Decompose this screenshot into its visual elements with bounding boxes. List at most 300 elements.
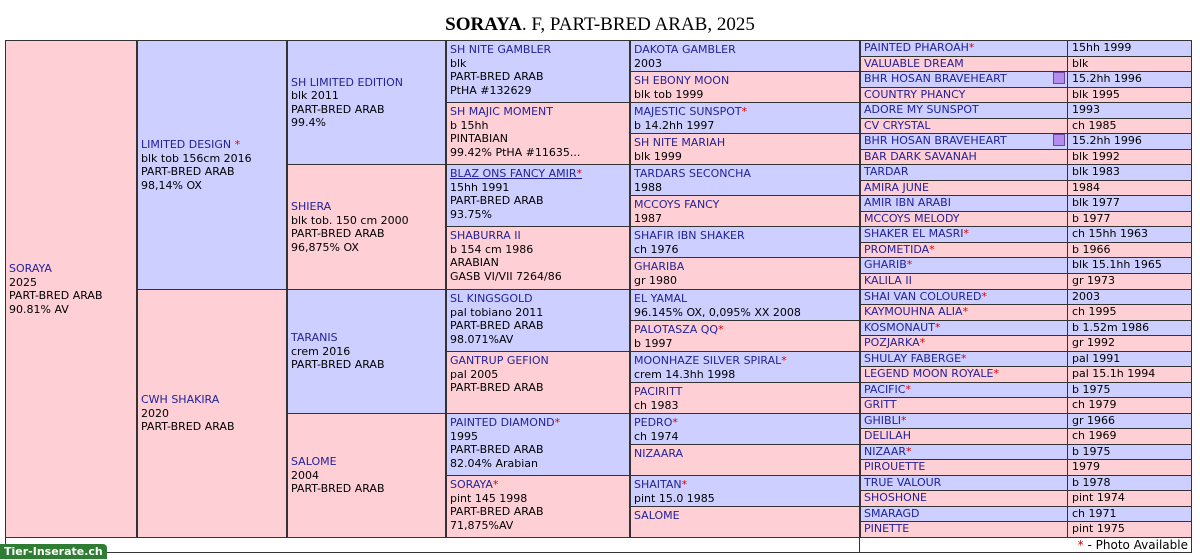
horse-name[interactable]: COUNTRY PHANCY (864, 88, 966, 101)
horse-entry (634, 478, 856, 505)
horse-name[interactable]: SMARAGD (864, 507, 920, 520)
horse-entry (450, 167, 626, 221)
horse-name[interactable]: BLAZ ONS FANCY AMIR (450, 167, 577, 180)
horse-detail: 1987 (634, 211, 662, 225)
horse-detail: b 15hh (450, 118, 489, 132)
horse-name-link[interactable] (864, 398, 897, 411)
horse-name[interactable]: PAINTED PHAROAH (864, 41, 969, 54)
horse-name-link[interactable] (864, 243, 935, 256)
horse-detail-cell (1067, 335, 1192, 352)
photo-star-icon[interactable]: * (231, 138, 241, 151)
horse-name[interactable]: MOONHAZE SILVER SPIRAL (634, 354, 782, 367)
horse-name[interactable]: SHAFIR IBN SHAKER (634, 229, 745, 242)
pedigree-cell-gen6 (860, 133, 1068, 150)
horse-detail: 1993 (1072, 103, 1100, 116)
horse-name[interactable]: NIZAAR (864, 445, 907, 458)
horse-name[interactable]: KALILA II (864, 274, 912, 287)
horse-name-link[interactable] (864, 429, 911, 442)
horse-detail: 15hh 1991 (450, 180, 510, 194)
horse-detail: PART-BRED ARAB (291, 482, 385, 496)
horse-detail: 1984 (1072, 181, 1100, 194)
horse-name-link[interactable] (634, 136, 856, 150)
horse-name[interactable]: GANTRUP GEFION (450, 354, 549, 367)
horse-entry (634, 167, 856, 194)
photo-star-icon[interactable]: * (681, 478, 688, 491)
horse-detail-cell (1067, 366, 1192, 383)
horse-detail: b 154 cm 1986 (450, 242, 534, 256)
horse-name-link[interactable] (450, 229, 626, 243)
pedigree-cell-gen5 (630, 289, 860, 321)
horse-detail: ch 1983 (634, 398, 679, 412)
horse-name-link[interactable] (864, 57, 964, 70)
horse-name[interactable]: LIMITED DESIGN (141, 138, 232, 151)
horse-entry (634, 509, 856, 523)
horse-name-link[interactable] (634, 43, 856, 57)
horse-name[interactable]: GHARIBA (634, 260, 685, 273)
horse-detail: blk 1983 (1072, 165, 1120, 178)
horse-detail: GASB VI/VII 7264/86 (450, 269, 562, 283)
horse-name[interactable]: VALUABLE DREAM (864, 57, 964, 70)
horse-detail: blk 15.1hh 1965 (1072, 258, 1162, 271)
horse-name[interactable]: SORAYA (450, 478, 493, 491)
photo-star-icon[interactable]: * (919, 336, 926, 349)
pedigree-cell-gen6 (860, 351, 1068, 367)
horse-detail: PART-BRED ARAB (291, 358, 385, 372)
pedigree-cell-gen2 (137, 40, 287, 290)
horse-entry (450, 416, 626, 470)
horse-detail: PART-BRED ARAB (141, 420, 235, 434)
horse-name-link[interactable] (864, 134, 1007, 147)
horse-entry (634, 43, 856, 70)
horse-name-link[interactable] (450, 167, 626, 181)
horse-name[interactable]: LEGEND MOON ROYALE (864, 367, 994, 380)
pedigree-cell-gen6 (860, 257, 1068, 274)
horse-entry (634, 292, 856, 319)
horse-name[interactable]: SHOSHONE (864, 491, 928, 504)
horse-name-link[interactable] (864, 336, 925, 349)
horse-entry (450, 229, 626, 283)
horse-name-link[interactable] (864, 258, 912, 271)
horse-detail: 1979 (1072, 460, 1100, 473)
horse-detail-cell (1067, 102, 1192, 119)
horse-detail: 2020 (141, 406, 169, 420)
photo-star-icon[interactable]: * (929, 243, 935, 256)
horse-name[interactable]: GRITT (864, 398, 897, 411)
horse-name[interactable]: SHAI VAN COLOURED (864, 290, 982, 303)
horse-name-link[interactable] (864, 212, 960, 225)
horse-name[interactable]: SHIERA (291, 200, 332, 213)
horse-name[interactable]: TRUE VALOUR (864, 476, 942, 489)
horse-detail: PART-BRED ARAB (291, 227, 385, 240)
horse-detail: blk 2011 (291, 89, 339, 102)
pedigree-cell-gen4 (446, 413, 630, 476)
horse-detail: 1995 (450, 429, 478, 443)
horse-name-link[interactable] (634, 229, 856, 243)
horse-name-link[interactable] (864, 196, 951, 209)
horse-name[interactable]: POZJARKA (864, 336, 920, 349)
horse-name[interactable]: AMIR IBN ARABI (864, 196, 951, 209)
horse-detail-cell (1067, 428, 1192, 445)
horse-name-link[interactable] (864, 119, 931, 132)
pedigree-cell-gen6 (860, 71, 1068, 88)
horse-detail: ch 1985 (1072, 119, 1117, 132)
horse-name-link[interactable] (634, 416, 856, 430)
watermark-logo: Tier-Inserate.ch (0, 544, 107, 559)
horse-name-link[interactable] (9, 262, 133, 276)
horse-detail: b 1966 (1072, 243, 1111, 256)
photo-star-icon[interactable]: * (554, 416, 561, 429)
title-horse-name: SORAYA (445, 14, 522, 35)
horse-name-link[interactable] (634, 447, 856, 461)
horse-name[interactable]: SHABURRA II (450, 229, 521, 242)
horse-name-link[interactable] (291, 331, 442, 345)
horse-detail-cell (1067, 521, 1192, 538)
horse-detail-cell (1067, 320, 1192, 336)
horse-name-link[interactable] (634, 292, 856, 306)
horse-name[interactable]: KAYMOUHNA ALIA (864, 305, 963, 318)
horse-name[interactable]: KOSMONAUT (864, 321, 935, 334)
horse-detail: PINTABIAN (450, 132, 509, 145)
photo-thumbnail-icon[interactable] (1053, 134, 1065, 146)
horse-name-link[interactable] (864, 41, 974, 54)
horse-name[interactable]: PACIRITT (634, 385, 683, 398)
horse-detail-cell (1067, 459, 1192, 476)
title-details: . F, PART-BRED ARAB, 2025 (521, 14, 755, 35)
photo-star-icon[interactable]: * (993, 367, 999, 380)
horse-name[interactable]: PACIFIC (864, 383, 906, 396)
horse-name[interactable]: TARANIS (291, 331, 338, 345)
horse-name[interactable]: SALOME (634, 509, 680, 522)
horse-name-link[interactable] (864, 460, 925, 473)
horse-detail: ch 1969 (1072, 429, 1117, 442)
pedigree-cell-gen6 (860, 459, 1068, 476)
horse-name-link[interactable] (864, 352, 967, 365)
horse-detail-cell (1067, 40, 1192, 57)
horse-name[interactable]: TARDAR (864, 165, 909, 178)
horse-name[interactable]: GHIBLI (864, 414, 901, 427)
horse-detail-cell (1067, 289, 1192, 305)
horse-name[interactable]: BHR HOSAN BRAVEHEART (864, 72, 1007, 85)
horse-name-link[interactable] (141, 393, 283, 407)
photo-star-icon[interactable]: * (900, 414, 907, 427)
horse-name-link[interactable] (634, 478, 856, 492)
horse-name[interactable]: PIROUETTE (864, 460, 926, 473)
photo-star-icon[interactable]: * (492, 478, 499, 491)
pedigree-cell-gen6 (860, 521, 1068, 538)
horse-entry (291, 455, 442, 496)
horse-entry (634, 74, 856, 101)
horse-detail: 82.04% Arabian (450, 456, 538, 470)
horse-detail: pal tobiano 2011 (450, 305, 544, 319)
horse-name-link[interactable] (864, 507, 920, 520)
pedigree-cell-gen5 (630, 413, 860, 445)
photo-star-icon[interactable]: * (905, 383, 911, 396)
horse-name[interactable]: BHR HOSAN BRAVEHEART (864, 134, 1007, 147)
pedigree-cell-gen5 (630, 195, 860, 227)
pedigree-cell-gen4 (446, 164, 630, 227)
horse-name[interactable]: DELILAH (864, 429, 911, 442)
horse-name[interactable]: SL KINGSGOLD (450, 292, 533, 305)
horse-name-link[interactable] (864, 103, 979, 116)
pedigree-cell-gen4 (446, 226, 630, 290)
horse-name-link[interactable] (864, 321, 940, 334)
pedigree-cell-gen6 (860, 118, 1068, 134)
horse-name-link[interactable] (864, 274, 912, 287)
horse-detail: 2003 (1072, 290, 1100, 303)
horse-name[interactable]: SH LIMITED EDITION (291, 75, 404, 89)
photo-star-icon[interactable]: * (981, 290, 987, 303)
pedigree-cell-gen6 (860, 211, 1068, 227)
horse-detail: 1988 (634, 180, 662, 194)
horse-name-link[interactable] (864, 476, 941, 489)
horse-name-link[interactable] (450, 43, 626, 57)
horse-detail: PART-BRED ARAB (450, 319, 544, 332)
horse-name[interactable]: BAR DARK SAVANAH (864, 150, 977, 163)
photo-thumbnail-icon[interactable] (1053, 72, 1065, 84)
horse-detail-cell (1067, 164, 1192, 181)
horse-name[interactable]: SORAYA (9, 262, 52, 275)
horse-name-link[interactable] (864, 165, 908, 178)
photo-star-icon[interactable]: * (741, 105, 748, 118)
pedigree-cell-gen5 (630, 320, 860, 352)
horse-name[interactable]: MAJESTIC SUNSPOT (634, 105, 742, 118)
horse-detail: ch 15hh 1963 (1072, 227, 1148, 240)
horse-entry (141, 138, 283, 192)
horse-name[interactable]: DAKOTA GAMBLER (634, 43, 736, 56)
horse-name-link[interactable] (634, 509, 856, 523)
horse-detail: PART-BRED ARAB (141, 165, 235, 178)
photo-star-icon[interactable]: * (781, 354, 787, 367)
horse-name-link[interactable] (634, 323, 856, 337)
horse-detail-cell (1067, 87, 1192, 103)
horse-detail: crem 14.3hh 1998 (634, 367, 736, 381)
horse-entry (634, 416, 856, 443)
horse-name-link[interactable] (450, 354, 626, 368)
horse-name-link[interactable] (634, 167, 856, 181)
horse-detail: 15.2hh 1996 (1072, 134, 1142, 147)
horse-name-link[interactable] (864, 88, 965, 101)
horse-detail: blk (450, 56, 467, 70)
horse-name-link[interactable] (864, 414, 906, 427)
horse-name[interactable]: MCCOYS MELODY (864, 212, 960, 225)
horse-name-link[interactable] (291, 76, 442, 90)
horse-name-link[interactable] (634, 74, 856, 88)
pedigree-cell-gen6 (860, 335, 1068, 352)
horse-name-link[interactable] (634, 354, 856, 368)
horse-detail: blk 1977 (1072, 196, 1120, 209)
horse-name-link[interactable] (864, 383, 911, 396)
pedigree-cell-gen6 (860, 242, 1068, 258)
horse-name-link[interactable] (634, 198, 856, 212)
horse-detail: 71,875%AV (450, 518, 514, 532)
horse-detail: ch 1995 (1072, 305, 1117, 318)
horse-name[interactable]: NIZAARA (634, 447, 684, 460)
pedigree-cell-gen5 (630, 351, 860, 383)
pedigree-cell-gen6 (860, 490, 1068, 507)
pedigree-cell-gen6 (860, 273, 1068, 290)
horse-entry (634, 354, 856, 381)
horse-name[interactable]: ADORE MY SUNSPOT (864, 103, 979, 116)
horse-detail: PtHA #132629 (450, 83, 532, 97)
photo-star-icon[interactable]: * (934, 321, 941, 334)
horse-detail: PART-BRED ARAB (450, 381, 544, 394)
horse-detail-cell (1067, 382, 1192, 398)
pedigree-cell-gen5 (630, 506, 860, 538)
horse-name[interactable]: SH NITE GAMBLER (450, 43, 552, 56)
horse-name[interactable]: SHAKER EL MASRI (864, 227, 964, 240)
horse-name-link[interactable] (864, 491, 927, 504)
horse-detail: b 1975 (1072, 445, 1111, 458)
horse-detail-cell (1067, 444, 1192, 460)
horse-name-link[interactable] (450, 105, 626, 119)
horse-detail: b 14.2hh 1997 (634, 118, 715, 132)
photo-star-icon[interactable]: * (672, 416, 678, 429)
pedigree-cell-gen5 (630, 257, 860, 290)
pedigree-cell-gen6 (860, 444, 1068, 460)
horse-name[interactable]: CWH SHAKIRA (141, 393, 220, 407)
horse-entry (634, 198, 856, 225)
horse-detail: ch 1974 (634, 429, 679, 443)
horse-detail: 96,875% OX (291, 240, 359, 254)
horse-name[interactable]: SH MAJIC MOMENT (450, 105, 553, 118)
horse-detail: blk 1992 (1072, 150, 1120, 163)
photo-star-icon[interactable]: * (968, 41, 975, 54)
horse-detail: 98.071%AV (450, 332, 514, 346)
photo-star-icon[interactable]: * (576, 167, 583, 180)
horse-detail-cell (1067, 397, 1192, 414)
horse-name-link[interactable] (291, 200, 442, 214)
horse-name[interactable]: SHAITAN (634, 478, 682, 491)
horse-name-link[interactable] (450, 292, 626, 306)
pedigree-cell-gen6 (860, 366, 1068, 383)
horse-name[interactable]: PEDRO (634, 416, 673, 429)
horse-entry (634, 447, 856, 461)
pedigree-cell-gen6 (860, 289, 1068, 305)
horse-detail: pal 1991 (1072, 352, 1121, 365)
horse-name[interactable]: PAINTED DIAMOND (450, 416, 555, 429)
horse-detail: gr 1966 (1072, 414, 1115, 427)
pedigree-cell-gen6 (860, 304, 1068, 321)
horse-name-link[interactable] (291, 455, 442, 469)
horse-detail-cell (1067, 195, 1192, 212)
horse-entry (450, 354, 626, 395)
pedigree-cell-gen3 (287, 413, 446, 538)
horse-detail: gr 1992 (1072, 336, 1115, 349)
horse-detail-cell (1067, 211, 1192, 227)
horse-entry (634, 136, 856, 163)
horse-entry (450, 478, 626, 532)
horse-detail: PART-BRED ARAB (450, 443, 544, 456)
pedigree-cell-gen5 (630, 40, 860, 72)
horse-name-link[interactable] (864, 305, 968, 318)
horse-name[interactable]: EL YAMAL (634, 292, 688, 305)
horse-name[interactable]: SH EBONY MOON (634, 74, 730, 87)
pedigree-cell-gen6 (860, 164, 1068, 181)
horse-name-link[interactable] (141, 138, 283, 152)
pedigree-cell-gen5 (630, 102, 860, 134)
horse-name-link[interactable] (450, 478, 626, 492)
pedigree-cell-gen5 (630, 444, 860, 476)
pedigree-cell-gen5 (630, 226, 860, 258)
pedigree-cell-gen6 (860, 428, 1068, 445)
horse-name-link[interactable] (864, 150, 977, 163)
photo-star-icon[interactable]: * (906, 258, 913, 271)
horse-detail: pint 1975 (1072, 522, 1125, 535)
horse-detail: 99.42% PtHA #11635... (450, 145, 581, 159)
horse-detail: 90.81% AV (9, 302, 69, 316)
horse-detail: 98,14% OX (141, 178, 202, 192)
pedigree-cell-gen4 (446, 289, 630, 352)
horse-name-link[interactable] (450, 416, 626, 430)
horse-name[interactable]: AMIRA JUNE (864, 181, 929, 194)
horse-name-link[interactable] (864, 72, 1007, 85)
horse-entry (634, 385, 856, 412)
horse-name-link[interactable] (864, 227, 969, 240)
horse-detail: b 1975 (1072, 383, 1111, 396)
horse-name-link[interactable] (864, 367, 999, 380)
photo-star-icon[interactable]: * (961, 352, 967, 365)
footer-row (5, 537, 1192, 553)
photo-star-icon[interactable]: * (718, 323, 724, 336)
horse-detail-cell (1067, 226, 1192, 243)
horse-detail: pint 1974 (1072, 491, 1125, 504)
pedigree-cell-gen5 (630, 475, 860, 507)
horse-detail-cell (1067, 242, 1192, 258)
horse-detail-cell (1067, 133, 1192, 150)
horse-name[interactable]: CV CRYSTAL (864, 119, 931, 132)
horse-name[interactable]: PINETTE (864, 522, 910, 535)
horse-name[interactable]: GHARIB (864, 258, 907, 271)
horse-detail: pint 15.0 1985 (634, 491, 715, 505)
horse-detail: blk (1072, 57, 1089, 70)
horse-name-link[interactable] (634, 105, 856, 119)
horse-detail: ch 1979 (1072, 398, 1117, 411)
horse-name-link[interactable] (634, 260, 856, 274)
horse-detail: b 1997 (634, 336, 673, 350)
pedigree-cell-gen3 (287, 40, 446, 165)
photo-star-icon[interactable]: * (963, 227, 970, 240)
horse-name[interactable]: SHULAY FABERGE (864, 352, 962, 365)
pedigree-cell-gen4 (446, 102, 630, 165)
horse-entry (634, 260, 856, 287)
pedigree-cell-gen6 (860, 180, 1068, 196)
horse-detail: ARABIAN (450, 256, 499, 269)
horse-name[interactable]: PALOTASZA QQ (634, 323, 719, 336)
horse-name-link[interactable] (864, 290, 987, 303)
horse-name[interactable]: SH NITE MARIAH (634, 136, 726, 149)
photo-star-icon[interactable]: * (962, 305, 969, 318)
horse-name-link[interactable] (634, 385, 856, 399)
horse-entry (291, 76, 442, 130)
horse-name[interactable]: SALOME (291, 455, 337, 469)
horse-detail: 2003 (634, 56, 662, 70)
horse-name-link[interactable] (864, 181, 929, 194)
horse-name[interactable]: PROMETIDA (864, 243, 930, 256)
horse-name-link[interactable] (864, 445, 912, 458)
horse-detail: blk 1995 (1072, 88, 1120, 101)
horse-detail: ch 1976 (634, 242, 679, 256)
horse-name-link[interactable] (864, 522, 909, 535)
horse-name[interactable]: MCCOYS FANCY (634, 198, 720, 211)
pedigree-cell-gen6 (860, 149, 1068, 165)
footer-divider (859, 537, 860, 553)
horse-entry (9, 262, 133, 316)
page-title (0, 14, 1200, 36)
horse-detail: pal 15.1h 1994 (1072, 367, 1156, 380)
photo-star-icon[interactable]: * (906, 445, 912, 458)
horse-name[interactable]: TARDARS SECONCHA (634, 167, 751, 180)
pedigree-cell-gen6 (860, 195, 1068, 212)
